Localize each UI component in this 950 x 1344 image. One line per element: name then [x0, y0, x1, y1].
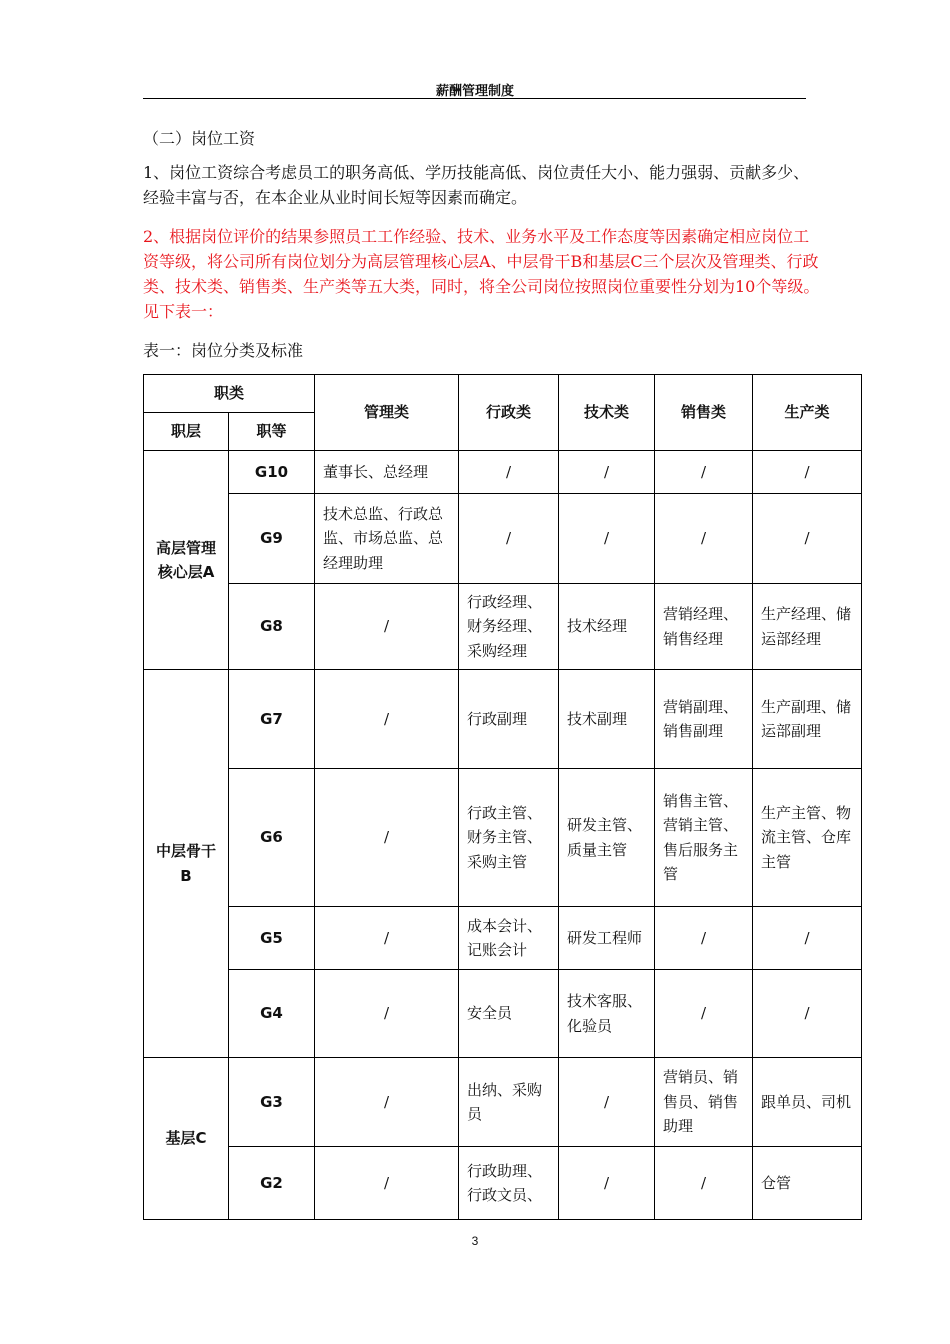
header-col-sales: 销售类 — [655, 375, 753, 451]
layer-label: 基层C — [144, 1058, 229, 1220]
header-col-management: 管理类 — [315, 375, 459, 451]
table-cell: 跟单员、司机 — [753, 1058, 862, 1147]
paragraph-1: 1、岗位工资综合考虑员工的职务高低、学历技能高低、岗位责任大小、能力强弱、贡献多少、经验丰富与否，在本企业从业时间长短等因素而确定。 — [143, 163, 810, 207]
table-cell: 生产主管、物流主管、仓库主管 — [753, 769, 862, 907]
table-row — [144, 769, 862, 907]
table-cell: / — [315, 769, 459, 907]
table-cell: / — [559, 1058, 655, 1147]
table-cell: 技术总监、行政总监、市场总监、总经理助理 — [315, 494, 459, 584]
table-cell: 董事长、总经理 — [315, 451, 459, 494]
grade-cell: G2 — [229, 1147, 315, 1220]
table-cell: / — [315, 907, 459, 970]
table-row — [144, 670, 862, 769]
table-cell: 营销员、销售员、销售助理 — [655, 1058, 753, 1147]
table-row — [144, 970, 862, 1058]
grade-cell: G6 — [229, 769, 315, 907]
page-header-title: 薪酬管理制度 — [435, 84, 514, 99]
table-cell: / — [753, 494, 862, 584]
table-cell: 行政经理、财务经理、采购经理 — [459, 584, 559, 670]
table-cell: 安全员 — [459, 970, 559, 1058]
table-cell: / — [753, 970, 862, 1058]
grade-cell: G5 — [229, 907, 315, 970]
table-row — [144, 584, 862, 670]
table-cell: 销售主管、营销主管、售后服务主管 — [655, 769, 753, 907]
table-cell: 仓管 — [753, 1147, 862, 1220]
table-cell: / — [559, 494, 655, 584]
table-cell: / — [559, 451, 655, 494]
table-row — [144, 1147, 862, 1220]
table-cell: / — [655, 494, 753, 584]
table-cell: 营销经理、销售经理 — [655, 584, 753, 670]
position-classification-table — [143, 374, 862, 1220]
header-zhiceng: 职层 — [144, 413, 229, 451]
grade-cell: G7 — [229, 670, 315, 769]
table-row — [144, 907, 862, 970]
grade-cell: G4 — [229, 970, 315, 1058]
page-number: 3 — [471, 1234, 479, 1248]
table-caption: 表一：岗位分类及标准 — [143, 341, 304, 360]
table-cell: 成本会计、记账会计 — [459, 907, 559, 970]
section-title: （二）岗位工资 — [143, 129, 256, 148]
table-cell: / — [559, 1147, 655, 1220]
header-col-tech: 技术类 — [559, 375, 655, 451]
table-row — [144, 451, 862, 494]
table-cell: / — [753, 451, 862, 494]
table-cell: 营销副理、销售副理 — [655, 670, 753, 769]
table-cell: / — [459, 494, 559, 584]
table-cell: 行政副理 — [459, 670, 559, 769]
table-cell: 生产副理、储运部副理 — [753, 670, 862, 769]
table-cell: / — [655, 1147, 753, 1220]
header-col-admin: 行政类 — [459, 375, 559, 451]
table-cell: / — [315, 584, 459, 670]
header-zhilei: 职类 — [144, 375, 315, 413]
grade-cell: G9 — [229, 494, 315, 584]
paragraph-2: 2、根据岗位评价的结果参照员工工作经验、技术、业务水平及工作态度等因素确定相应岗位工资等级，将公司所有岗位划分为高层管理核心层A、中层骨干B和基层C三个层次及管理类、行政类、技术类、销售类、生产类等五大类，同时，将全公司岗位按照岗位重要性分划为10个等级。见下表一： — [143, 227, 820, 321]
table-cell: 行政助理、行政文员、 — [459, 1147, 559, 1220]
table-cell: 技术客服、化验员 — [559, 970, 655, 1058]
grade-cell: G3 — [229, 1058, 315, 1147]
table-cell: 研发工程师 — [559, 907, 655, 970]
table-cell: / — [753, 907, 862, 970]
table-cell: / — [655, 451, 753, 494]
header-col-production: 生产类 — [753, 375, 862, 451]
table-cell: 技术副理 — [559, 670, 655, 769]
table-row — [144, 1058, 862, 1147]
table-cell: / — [655, 970, 753, 1058]
table-row — [144, 494, 862, 584]
table-cell: / — [655, 907, 753, 970]
table-cell: 出纳、采购员 — [459, 1058, 559, 1147]
table-cell: 研发主管、质量主管 — [559, 769, 655, 907]
table-cell: / — [459, 451, 559, 494]
table-cell: 行政主管、财务主管、采购主管 — [459, 769, 559, 907]
table-cell: / — [315, 970, 459, 1058]
table-cell: / — [315, 1147, 459, 1220]
table-cell: / — [315, 1058, 459, 1147]
table-cell: 生产经理、储运部经理 — [753, 584, 862, 670]
layer-label: 中层骨干B — [144, 670, 229, 1058]
table-cell: / — [315, 670, 459, 769]
layer-label: 高层管理核心层A — [144, 451, 229, 670]
header-zhideng: 职等 — [229, 413, 315, 451]
grade-cell: G8 — [229, 584, 315, 670]
header-divider — [143, 98, 806, 99]
grade-cell: G10 — [229, 451, 315, 494]
table-cell: 技术经理 — [559, 584, 655, 670]
